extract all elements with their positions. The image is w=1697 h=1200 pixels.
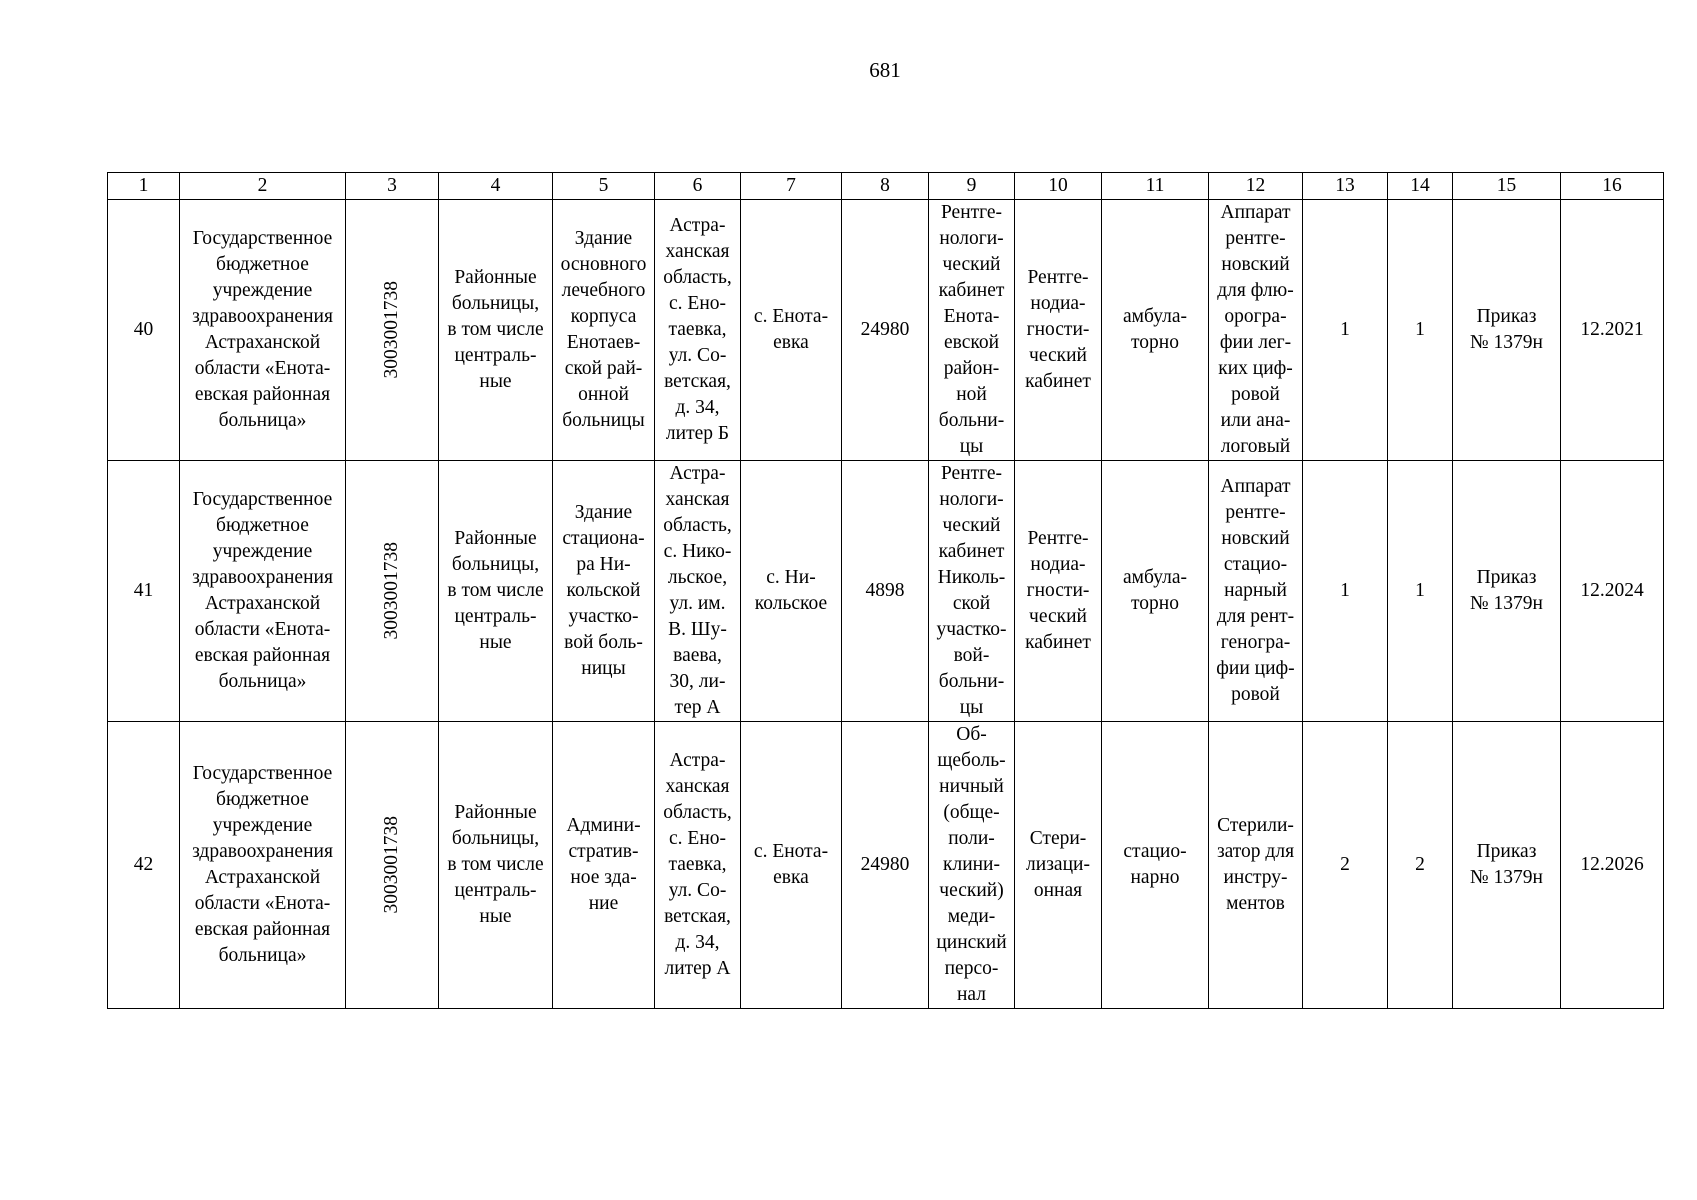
- unit-cell: Рентге- нологи- ческий кабинет Енота- евской район- ной больни- цы: [929, 200, 1015, 461]
- count-required-cell: 1: [1303, 200, 1388, 461]
- address-cell: Астра- ханская область, с. Ено- таевка, ул. Со- ветская, д. 34, литер Б: [655, 200, 741, 461]
- column-header-7: 7: [741, 173, 842, 200]
- room-cell: Рентге- нодиа- гности- ческий кабинет: [1015, 200, 1102, 461]
- settlement-cell: с. Енота- евка: [741, 722, 842, 1009]
- unit-cell: Рентге- нологи- ческий кабинет Николь- ской участко- вой- больни- цы: [929, 461, 1015, 722]
- column-header-8: 8: [842, 173, 929, 200]
- inn-text: 3003001738: [381, 542, 402, 640]
- registry-table: [107, 172, 1664, 1009]
- care-form-cell: амбула- торно: [1102, 200, 1209, 461]
- order-cell: Приказ № 1379н: [1453, 200, 1561, 461]
- date-cell: 12.2026: [1561, 722, 1664, 1009]
- column-header-1: 1: [108, 173, 180, 200]
- organization-name-cell: Государственное бюджетное учреждение здравоохранения Астраханской области «Енота- евская районная больница»: [180, 200, 346, 461]
- organization-type-cell: Районные больницы, в том числе централь- ные: [439, 722, 553, 1009]
- count-required-cell: 1: [1303, 461, 1388, 722]
- building-cell: Здание стациона- ра Ни- кольской участко- вой боль- ницы: [553, 461, 655, 722]
- column-header-11: 11: [1102, 173, 1209, 200]
- column-header-3: 3: [346, 173, 439, 200]
- equipment-cell: Стерили- затор для инстру- ментов: [1209, 722, 1303, 1009]
- settlement-cell: с. Енота- евка: [741, 200, 842, 461]
- date-cell: 12.2021: [1561, 200, 1664, 461]
- header-row: [108, 173, 1664, 200]
- column-header-2: 2: [180, 173, 346, 200]
- room-cell: Рентге- нодиа- гности- ческий кабинет: [1015, 461, 1102, 722]
- count-required-cell: 2: [1303, 722, 1388, 1009]
- column-header-16: 16: [1561, 173, 1664, 200]
- inn-cell: [346, 461, 439, 722]
- address-cell: Астра- ханская область, с. Ено- таевка, ул. Со- ветская, д. 34, литер А: [655, 722, 741, 1009]
- order-cell: Приказ № 1379н: [1453, 722, 1561, 1009]
- care-form-cell: стацио- нарно: [1102, 722, 1209, 1009]
- count-planned-cell: 1: [1388, 461, 1453, 722]
- organization-name-cell: Государственное бюджетное учреждение здравоохранения Астраханской области «Енота- евская районная больница»: [180, 722, 346, 1009]
- order-cell: Приказ № 1379н: [1453, 461, 1561, 722]
- inn-cell: [346, 722, 439, 1009]
- count-planned-cell: 2: [1388, 722, 1453, 1009]
- building-cell: Здание основного лечебного корпуса Енотаев- ской рай- онной больницы: [553, 200, 655, 461]
- settlement-cell: с. Ни- кольское: [741, 461, 842, 722]
- page-number: 681: [869, 58, 901, 82]
- column-header-15: 15: [1453, 173, 1561, 200]
- equipment-cell: Аппарат рентге- новский для флю- орогра- фии лег- ких циф- ровой или ана- логовый: [1209, 200, 1303, 461]
- count-planned-cell: 1: [1388, 200, 1453, 461]
- organization-type-cell: Районные больницы, в том числе централь- ные: [439, 200, 553, 461]
- inn-cell: [346, 200, 439, 461]
- table-row: [108, 200, 1664, 461]
- column-header-10: 10: [1015, 173, 1102, 200]
- unit-cell: Об- щеболь- ничный (обще- поли- клини- ческий) меди- цинский персо- нал: [929, 722, 1015, 1009]
- date-cell: 12.2024: [1561, 461, 1664, 722]
- column-header-9: 9: [929, 173, 1015, 200]
- organization-type-cell: Районные больницы, в том числе централь- ные: [439, 461, 553, 722]
- care-form-cell: амбула- торно: [1102, 461, 1209, 722]
- column-header-4: 4: [439, 173, 553, 200]
- room-cell: Стери- лизаци- онная: [1015, 722, 1102, 1009]
- population-cell: 24980: [842, 722, 929, 1009]
- row-number-cell: 41: [108, 461, 180, 722]
- table-row: [108, 722, 1664, 1009]
- row-number-cell: 42: [108, 722, 180, 1009]
- inn-text: 3003001738: [381, 816, 402, 914]
- column-header-14: 14: [1388, 173, 1453, 200]
- inn-text: 3003001738: [381, 281, 402, 379]
- organization-name-cell: Государственное бюджетное учреждение здравоохранения Астраханской области «Енота- евская районная больница»: [180, 461, 346, 722]
- population-cell: 4898: [842, 461, 929, 722]
- address-cell: Астра- ханская область, с. Нико- льское, ул. им. В. Шу- ваева, 30, ли- тер А: [655, 461, 741, 722]
- equipment-cell: Аппарат рентге- новский стацио- нарный для рент- геногра- фии циф- ровой: [1209, 461, 1303, 722]
- column-header-13: 13: [1303, 173, 1388, 200]
- column-header-5: 5: [553, 173, 655, 200]
- population-cell: 24980: [842, 200, 929, 461]
- building-cell: Админи- стратив- ное зда- ние: [553, 722, 655, 1009]
- table-row: [108, 461, 1664, 722]
- column-header-12: 12: [1209, 173, 1303, 200]
- row-number-cell: 40: [108, 200, 180, 461]
- column-header-6: 6: [655, 173, 741, 200]
